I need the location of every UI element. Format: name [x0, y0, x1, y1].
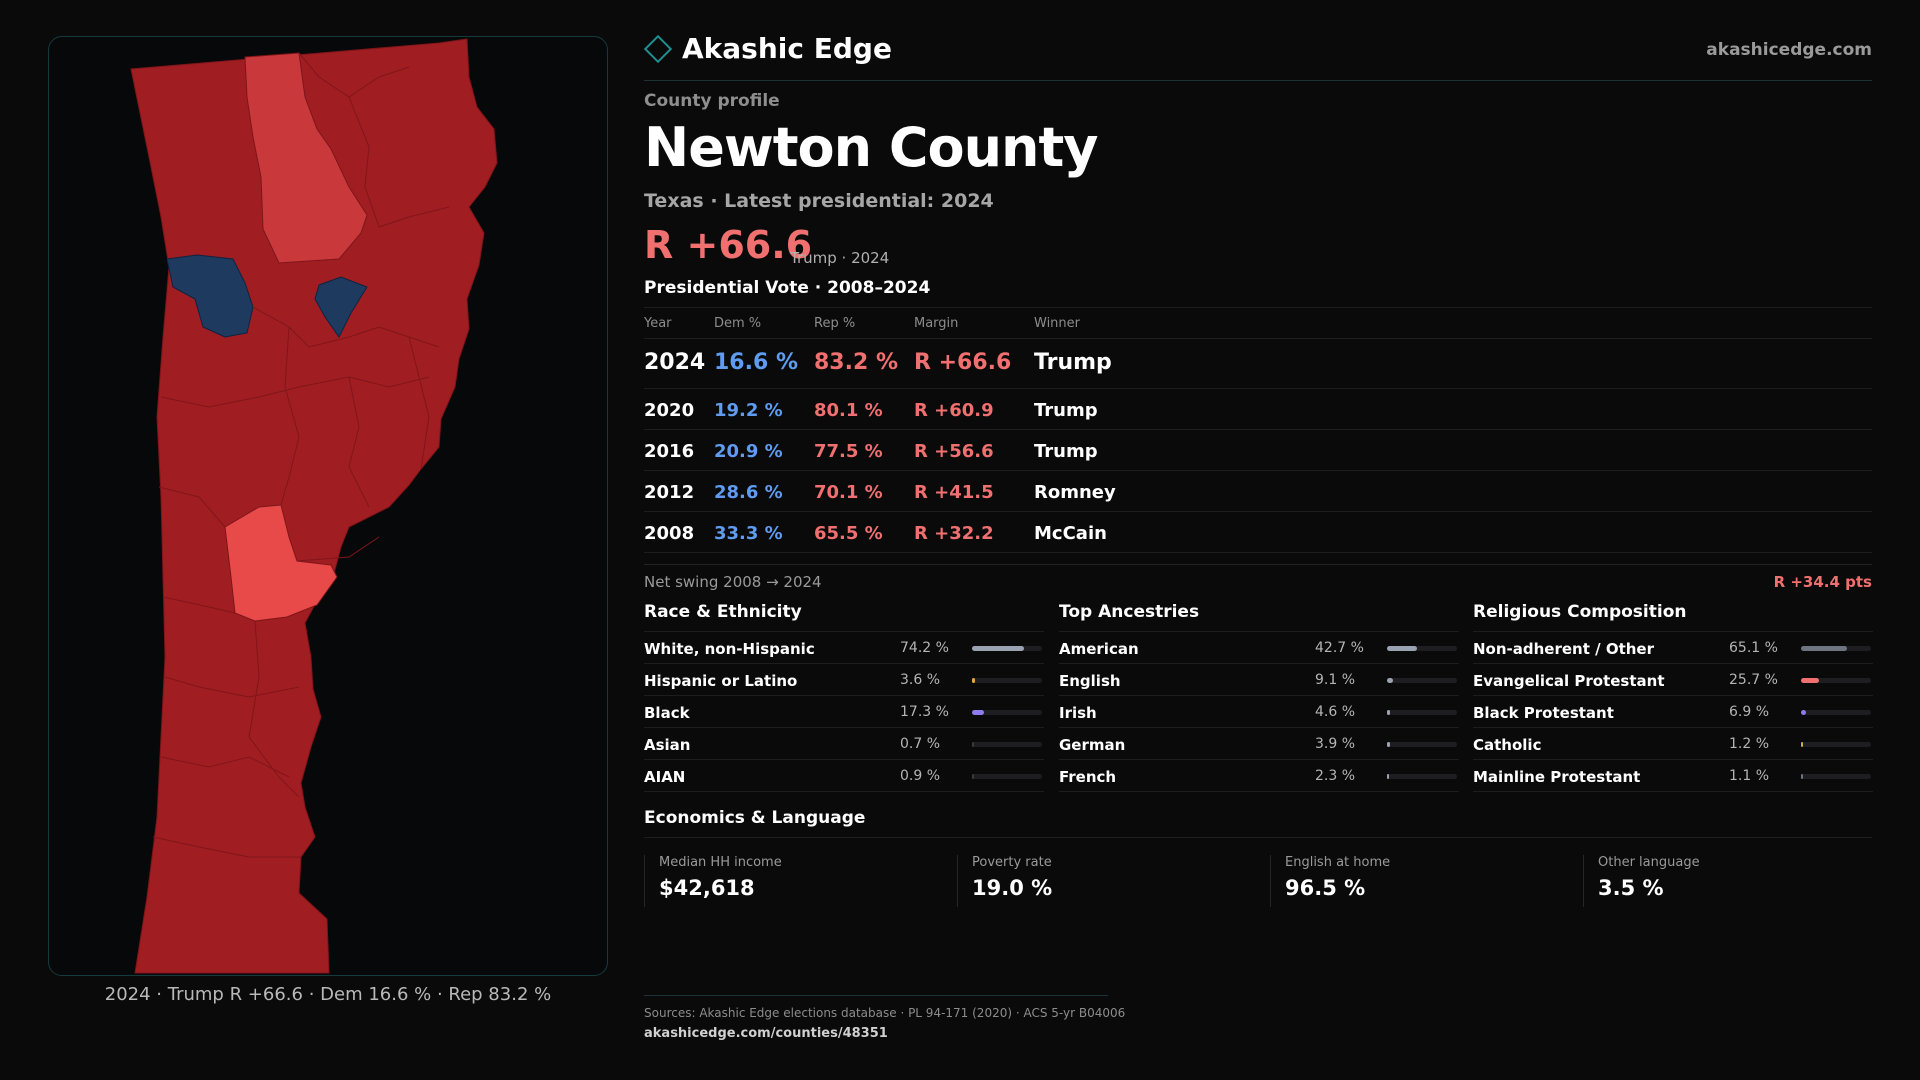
table-row — [644, 338, 1872, 388]
econ-card-english — [1270, 855, 1570, 907]
stat-bar-fill — [1801, 710, 1806, 715]
row-winner: Trump — [1034, 350, 1112, 375]
econ-value: 3.5 % — [1598, 876, 1664, 900]
stat-percent: 0.9 % — [900, 768, 941, 784]
header-margin: Margin — [914, 316, 959, 331]
page-subtitle: Texas · Latest presidential: 2024 — [644, 190, 994, 212]
stat-label: Black — [644, 704, 690, 722]
econ-label: Poverty rate — [972, 855, 1052, 870]
row-dem: 16.6 % — [714, 350, 798, 375]
row-year: 2012 — [644, 482, 695, 503]
row-dem: 19.2 % — [714, 400, 783, 421]
econ-card-other-language — [1583, 855, 1883, 907]
race-row — [644, 664, 1044, 696]
map-caption: 2024 · Trump R +66.6 · Dem 16.6 % · Rep 83.2 % — [104, 984, 552, 1005]
stat-percent: 17.3 % — [900, 704, 949, 720]
row-dem: 28.6 % — [714, 482, 783, 503]
stat-bar-track — [972, 774, 1042, 779]
stat-label: Black Protestant — [1473, 704, 1614, 722]
header-winner: Winner — [1034, 316, 1081, 331]
religion-title: Religious Composition — [1473, 602, 1873, 632]
stat-label: Hispanic or Latino — [644, 672, 798, 690]
row-year: 2008 — [644, 523, 695, 544]
header-year: Year — [644, 316, 672, 331]
stat-label: French — [1059, 768, 1117, 786]
row-margin: R +56.6 — [914, 441, 994, 462]
stat-percent: 0.7 % — [900, 736, 941, 752]
stat-bar-track — [1801, 678, 1871, 683]
stat-bar-track — [1387, 742, 1457, 747]
footer-sources: Sources: Akashic Edge elections database · PL 94-171 (2020) · ACS 5-yr B04006 — [644, 1006, 1126, 1020]
row-year: 2020 — [644, 400, 695, 421]
stat-bar-track — [1801, 710, 1871, 715]
row-winner: Trump — [1034, 441, 1098, 462]
site-link[interactable]: akashicedge.com — [1706, 40, 1872, 60]
race-row — [644, 632, 1044, 664]
page-title: Newton County — [644, 116, 1098, 179]
religion-row — [1473, 664, 1873, 696]
brand[interactable] — [644, 32, 892, 65]
econ-label: Other language — [1598, 855, 1700, 870]
row-margin: R +66.6 — [914, 350, 1012, 375]
stat-bar-track — [1801, 646, 1871, 651]
race-row — [644, 696, 1044, 728]
econ-label: Median HH income — [659, 855, 782, 870]
footer-divider — [644, 995, 1108, 996]
county-map-panel — [48, 36, 608, 976]
stat-bar-fill — [1801, 774, 1803, 779]
row-winner: McCain — [1034, 523, 1107, 544]
stat-label: Mainline Protestant — [1473, 768, 1641, 786]
ancestry-row — [1059, 632, 1459, 664]
religion-row — [1473, 632, 1873, 664]
stat-percent: 6.9 % — [1729, 704, 1770, 720]
ancestry-row — [1059, 760, 1459, 792]
ancestry-row — [1059, 664, 1459, 696]
economics-divider — [644, 837, 1872, 838]
row-margin: R +41.5 — [914, 482, 994, 503]
religion-row — [1473, 728, 1873, 760]
economics-title: Economics & Language — [644, 808, 866, 828]
stat-label: American — [1059, 640, 1139, 658]
header-rep: Rep % — [814, 316, 856, 331]
ancestry-block — [1059, 602, 1459, 792]
table-row — [644, 470, 1872, 511]
header-divider — [644, 80, 1872, 81]
stat-bar-track — [1801, 742, 1871, 747]
table-row — [644, 511, 1872, 552]
footer-url[interactable]: akashicedge.com/counties/48351 — [644, 1026, 888, 1041]
row-rep: 80.1 % — [814, 400, 883, 421]
stat-bar-fill — [972, 774, 974, 779]
stat-bar-fill — [1387, 678, 1393, 683]
stat-bar-fill — [1387, 774, 1389, 779]
stat-bar-fill — [972, 646, 1024, 651]
ancestry-title: Top Ancestries — [1059, 602, 1459, 632]
stat-percent: 65.1 % — [1729, 640, 1778, 656]
stat-percent: 42.7 % — [1315, 640, 1364, 656]
stat-bar-fill — [972, 742, 974, 747]
row-year: 2016 — [644, 441, 695, 462]
stat-label: Evangelical Protestant — [1473, 672, 1665, 690]
stat-bar-track — [1801, 774, 1871, 779]
stat-label: Asian — [644, 736, 691, 754]
headline-margin-sub: Trump · 2024 — [790, 249, 890, 267]
row-winner: Romney — [1034, 482, 1116, 503]
econ-value: $42,618 — [659, 876, 755, 900]
stat-label: White, non-Hispanic — [644, 640, 815, 658]
stat-label: English — [1059, 672, 1121, 690]
race-row — [644, 760, 1044, 792]
econ-card-poverty — [957, 855, 1257, 907]
swing-value: R +34.4 pts — [1773, 573, 1872, 591]
logo-diamond-icon — [644, 34, 672, 62]
econ-card-income — [644, 855, 944, 907]
stat-bar-fill — [1801, 742, 1803, 747]
stat-bar-track — [1387, 710, 1457, 715]
stat-bar-track — [972, 678, 1042, 683]
row-margin: R +32.2 — [914, 523, 994, 544]
stat-percent: 2.3 % — [1315, 768, 1356, 784]
religion-row — [1473, 696, 1873, 728]
stat-percent: 9.1 % — [1315, 672, 1356, 688]
stat-bar-fill — [1387, 646, 1417, 651]
row-margin: R +60.9 — [914, 400, 994, 421]
stat-bar-track — [1387, 678, 1457, 683]
stat-percent: 74.2 % — [900, 640, 949, 656]
brand-name: Akashic Edge — [682, 32, 892, 65]
stat-bar-fill — [1801, 678, 1819, 683]
table-row — [644, 429, 1872, 470]
table-end-divider — [644, 552, 1872, 560]
stat-bar-track — [972, 710, 1042, 715]
table-row — [644, 388, 1872, 429]
econ-value: 19.0 % — [972, 876, 1053, 900]
stat-label: Catholic — [1473, 736, 1542, 754]
race-title: Race & Ethnicity — [644, 602, 1044, 632]
stat-percent: 3.6 % — [900, 672, 941, 688]
stat-label: Irish — [1059, 704, 1097, 722]
table-header — [644, 307, 1872, 338]
stat-bar-track — [972, 742, 1042, 747]
row-rep: 65.5 % — [814, 523, 883, 544]
ancestry-row — [1059, 696, 1459, 728]
row-rep: 70.1 % — [814, 482, 883, 503]
ancestry-row — [1059, 728, 1459, 760]
row-rep: 83.2 % — [814, 350, 898, 375]
presidential-table — [644, 307, 1872, 560]
stat-bar-fill — [1801, 646, 1847, 651]
row-year: 2024 — [644, 350, 706, 375]
headline-margin: R +66.6 — [644, 223, 813, 267]
row-dem: 33.3 % — [714, 523, 783, 544]
stat-bar-track — [1387, 774, 1457, 779]
stat-bar-fill — [972, 710, 984, 715]
econ-label: English at home — [1285, 855, 1391, 870]
stat-bar-track — [972, 646, 1042, 651]
stat-label: German — [1059, 736, 1126, 754]
row-winner: Trump — [1034, 400, 1098, 421]
profile-content — [644, 0, 1872, 1080]
stat-percent: 25.7 % — [1729, 672, 1778, 688]
stat-bar-fill — [1387, 742, 1390, 747]
race-block — [644, 602, 1044, 792]
stat-label: AIAN — [644, 768, 686, 786]
presidential-title: Presidential Vote · 2008–2024 — [644, 278, 931, 298]
row-rep: 77.5 % — [814, 441, 883, 462]
page-kicker: County profile — [644, 91, 780, 111]
stat-percent: 3.9 % — [1315, 736, 1356, 752]
header-dem: Dem % — [714, 316, 762, 331]
swing-label: Net swing 2008 → 2024 — [644, 573, 822, 591]
stat-bar-fill — [972, 678, 975, 683]
county-map — [49, 37, 608, 976]
swing-divider — [644, 564, 1872, 565]
stat-bar-fill — [1387, 710, 1390, 715]
stat-percent: 1.1 % — [1729, 768, 1770, 784]
race-row — [644, 728, 1044, 760]
stat-bar-track — [1387, 646, 1457, 651]
religion-block — [1473, 602, 1873, 792]
stat-percent: 4.6 % — [1315, 704, 1356, 720]
stat-label: Non-adherent / Other — [1473, 640, 1654, 658]
stat-percent: 1.2 % — [1729, 736, 1770, 752]
econ-value: 96.5 % — [1285, 876, 1366, 900]
row-dem: 20.9 % — [714, 441, 783, 462]
religion-row — [1473, 760, 1873, 792]
